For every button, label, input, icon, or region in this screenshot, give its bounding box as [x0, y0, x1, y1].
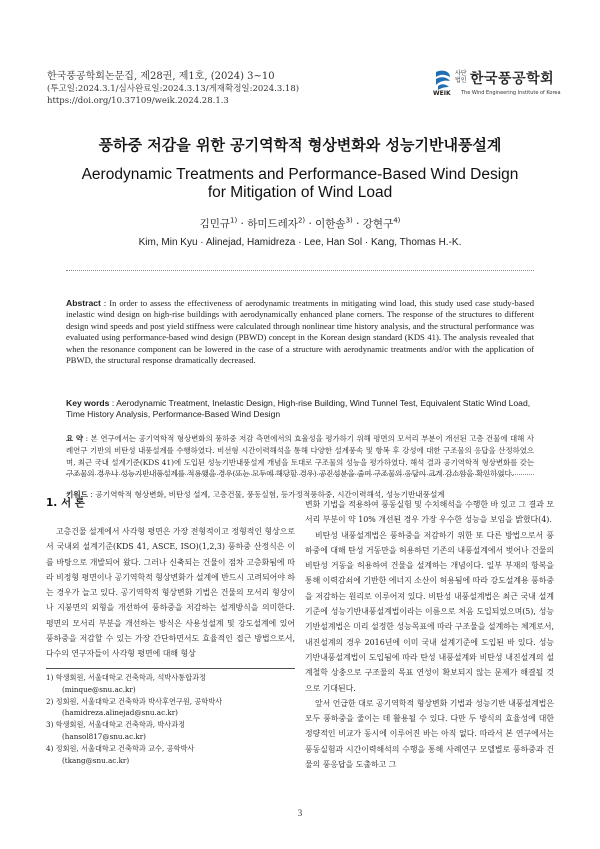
- english-abstract: [66, 298, 534, 366]
- korean-abstract-text: : 본 연구에서는 공기역학적 형상변화의 풍하중 저감 측면에서의 효율성을 평가하기 위해 평면의 모서리 부분이 개선된 고층 건물에 대해 사례연구 기반의 비탄성 내풍설계를 수행하였다. 비선형 시간이력해석을 통해 다양한 설계풍속 및 항복 후 강성에 대한 구조물의 응답을 산정하였으며, 최근 국내 설계기준(KDS 41)에 도입된 성능기반내풍설계 개념을 토대로 구조물의 성능을 평가하였다. 해석 결과 공기역학적 형상변화를 갖는 구조물의 경우나 성능기반내풍설계를 적용했을 경우(또는 모두에 해당할 경우) 공진성분을 줄여 구조물의 응답이 크게 감소함을 확인하였다.: [66, 434, 534, 479]
- journal-header: [47, 70, 299, 107]
- abstract-label: Abstract: [66, 298, 101, 308]
- korean-keywords-text: : 공기역학적 형상변화, 비탄성 설계, 고층건물, 풍동실험, 등가정적풍하중, 시간이력해석, 성능기반내풍설계: [88, 490, 445, 499]
- author-affiliation-mark: 3): [345, 216, 353, 225]
- body-paragraph: 고층건물 설계에서 사각형 평면은 가장 전형적이고 정형적인 형상으로서 국내외 설계기준(KDS 41, ASCE, ISO)(1,2,3) 풍하중 산정식은 이를 바탕으로 개발되어 왔다. 그러나 신축되는 건물이 점차 고층화됨에 따라 비정형 평면이나 공기역학적 형상변화가 설계에 반드시 고려되어야 하는 경우가 늘고 있다. 공기역학적 형상변화 기법은 건물의 모서리 형상이나 지붕면의 외형을 개선하여 풍하중을 저감하는 설계방식을 의미한다. 평면의 모서리 부분을 개선하는 방식은 사용성설계 및 강도설계에 있어 풍하중을 저감할 수 있는 가장 간단하면서도 효율적인 접근 방법으로서, 다수의 연구자들이 사각형 평면에 대해 형상: [46, 527, 295, 659]
- footnote-email[interactable]: (hansol817@snu.ac.kr): [62, 731, 146, 741]
- korean-keywords-label: 키워드: [66, 490, 89, 499]
- abstract-bottom-divider: [66, 474, 534, 475]
- journal-citation: 한국풍공학회논문집, 제28권, 제1호, (2024) 3~10: [47, 71, 275, 82]
- body-column-left: [46, 524, 295, 662]
- logo-abbr: WEIK: [433, 90, 451, 97]
- author-separator: ·: [237, 218, 248, 230]
- logo-corporation-label: 사단 법인: [455, 70, 467, 84]
- author-separator: ·: [305, 218, 316, 230]
- author-separator: ·: [352, 218, 363, 230]
- body-paragraph: 앞서 언급한 대로 공기역학적 형상변화 기법과 성능기반 내풍설계법은 모두 풍하중을 줄이는 데 활용될 수 있다. 다만 두 방식의 효율성에 대한 정량적인 비교가 동시에 이루어진 바는 아직 없다. 따라서 본 연구에서는 풍동실험과 시간이력해석의 수행을 통해 사례연구 모델별로 풍하중과 건물의 풍응답을 도출하고 그: [305, 698, 554, 770]
- footnotes: [46, 672, 295, 766]
- submission-dates: (투고일:2024.3.1/심사완료일:2024.3.13/게재확정일:2024.3.18): [47, 84, 300, 94]
- footnote-affiliation: 3) 학생회원, 서울대학교 건축학과, 박사과정: [46, 720, 186, 730]
- footnote-email[interactable]: (hamidreza.alinejad@snu.ac.kr): [62, 708, 178, 718]
- body-column-right: [305, 497, 554, 772]
- footnote-affiliation: 1) 학생회원, 서울대학교 건축학과, 석박사통합과정: [46, 673, 206, 682]
- keywords-label: Key words: [66, 398, 110, 408]
- doi-link[interactable]: https://doi.org/10.37109/weik.2024.28.1.3: [47, 96, 229, 106]
- author-name: 이한솔: [315, 218, 346, 230]
- english-title-line1: Aerodynamic Treatments and Performance-Based Wind Design: [81, 166, 519, 183]
- english-authors: Kim, Min Kyu · Alinejad, Hamidreza · Lee, Han Sol · Kang, Thomas H.-K.: [138, 237, 462, 248]
- body-paragraph: 비탄성 내풍설계법은 풍하중을 저감하기 위한 또 다른 방법으로서 풍하중에 대해 탄성 거동만을 허용하던 기존의 내풍설계에서 벗어나 건물의 비탄성 거동을 허용하여 건물을 설계하는 개념이다. 일부 부재의 항복을 통해 이력감쇠에 기반한 에너지 소산이 허용됨에 따라 강도설계용 풍하중을 저감하는 원리로 이루어져 있다. 비탄성 내풍설계법은 최근 국내 설계기준에 성능기반내풍설계법이라는 이름으로 처음 도입되었으며(5), 성능기반설계법은 미리 설정한 성능목표에 따라 구조물을 설계하는 체계로서, 내진설계의 경우 2016년에 이미 국내 설계기준에 도입된 바 있다. 성능기반내풍설계법이 도입됨에 따라 탄성 내풍설계와 비탄성 내진설계의 설계철학 상충으로 구조물의 목표 연성이 확보되지 않는 문제가 해결될 것으로 기대된다.: [305, 530, 554, 693]
- author-name: 강현구: [362, 218, 394, 230]
- footnote-affiliation: 4) 정회원, 서울대학교 건축학과 교수, 공학박사: [46, 743, 195, 753]
- weik-logo-icon: [433, 68, 453, 90]
- author-name: 하미드레자: [247, 218, 298, 230]
- section-heading-introduction: 1. 서 론: [46, 497, 85, 509]
- keywords-text: : Aerodynamic Treatment, Inelastic Design, High-rise Building, Wind Tunnel Test, Equivalent Static Wind Load, Time History Analysis, Performance-Based Wind Design: [66, 398, 531, 420]
- korean-abstract-label: 요 약: [66, 434, 84, 443]
- english-keywords: [66, 398, 534, 421]
- abstract-top-divider: [66, 270, 534, 271]
- author-affiliation-mark: 1): [230, 216, 238, 225]
- author-affiliation-mark: 2): [297, 216, 306, 225]
- society-logo: [433, 66, 561, 100]
- footnote-email[interactable]: (minque@snu.ac.kr): [62, 684, 136, 694]
- footnote-email[interactable]: (tkang@snu.ac.kr): [62, 755, 130, 765]
- korean-authors: [0, 216, 600, 231]
- abstract-text: : In order to assess the effectiveness of aerodynamic treatments in mitigating wind load, this study used case study-based inelastic wind design on high-rise buildings with aerodynamically enhanced plane corners. The response of the structures to different design wind speeds and post yield stiffness were calculated through nonlinear time history analysis, and the structural performance was evaluated using performance-based wind design (PBWD) concept in the Korean design standard (KDS 41). The analysis revealed that when the resonance component can be lowered in the case of a structure with aerodynamic treatments and/or with the application of PBWD, the structural response dramatically decreased.: [66, 298, 534, 366]
- author-affiliation-mark: 4): [393, 216, 401, 225]
- page-number: 3: [297, 808, 303, 818]
- body-paragraph: 변화 기법을 적용하여 풍동실험 및 수치해석을 수행한 바 있고 그 결과 모서리 부분이 약 10% 개선된 경우 가장 우수한 성능을 보임을 밝혔다(4).: [305, 500, 554, 525]
- english-title: [0, 166, 600, 202]
- footnote-affiliation: 2) 정회원, 서울대학교 건축학과 박사후연구원, 공학박사: [46, 696, 223, 706]
- english-title-line2: for Mitigation of Wind Load: [207, 184, 393, 201]
- logo-subtitle: The Wind Engineering Institute of Korea: [461, 90, 561, 96]
- author-name: 김민규: [199, 218, 231, 230]
- footnote-divider: [46, 668, 295, 669]
- korean-title: 풍하중 저감을 위한 공기역학적 형상변화와 성능기반내풍설계: [98, 136, 502, 154]
- logo-society-name: 한국풍공학회: [470, 71, 555, 87]
